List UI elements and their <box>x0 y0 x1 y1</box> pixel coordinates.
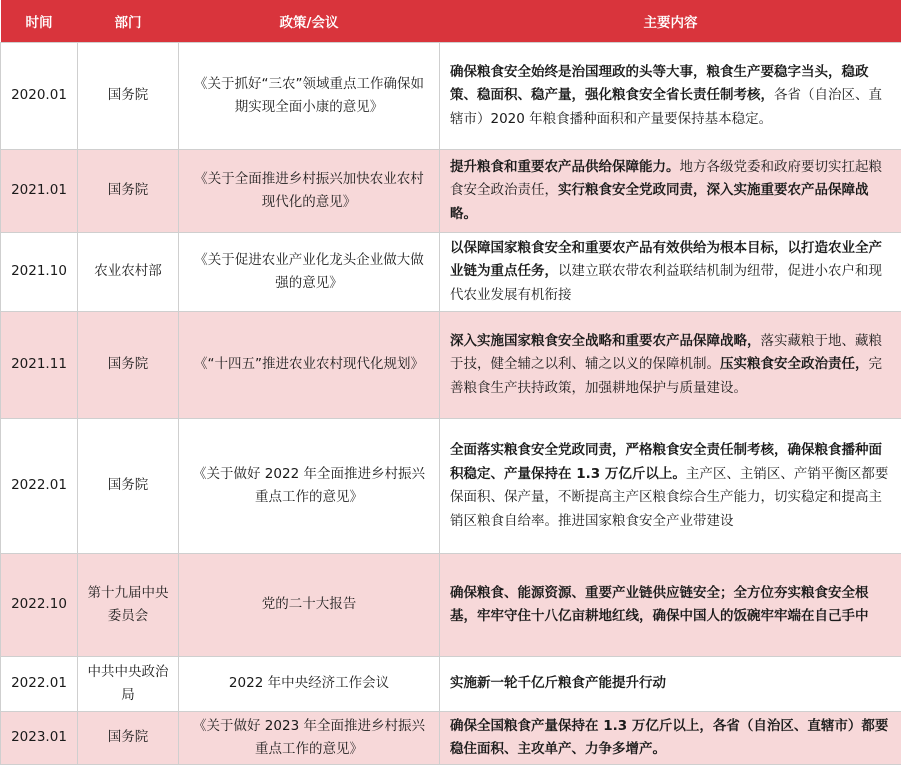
content-bold-text: 以保障国家粮食安全和重要农产品有效供给为根本目标，以打造农业全产业链为重点任务， <box>450 240 882 280</box>
time-cell: 2021.10 <box>1 233 78 312</box>
header-time: 时间 <box>1 0 78 43</box>
table-row <box>1 419 901 554</box>
table-row <box>1 554 901 657</box>
time-cell: 2021.11 <box>1 312 78 419</box>
policy-cell: 《“十四五”推进农业农村现代化规划》 <box>179 312 440 419</box>
dept-cell: 第十九届中央委员会 <box>78 554 179 657</box>
content-text: 地方各级党委和政府要切实扛起粮食安全政治责任， <box>450 159 882 199</box>
header-dept: 部门 <box>78 0 179 43</box>
dept-cell: 国务院 <box>78 419 179 554</box>
content-bold-text: 深入实施国家粮食安全战略和重要农产品保障战略， <box>450 333 761 349</box>
policy-cell: 《关于促进农业产业化龙头企业做大做强的意见》 <box>179 233 440 312</box>
time-cell: 2022.01 <box>1 419 78 554</box>
table-row <box>1 150 901 233</box>
header-row <box>1 0 901 43</box>
content-cell <box>440 419 901 554</box>
content-text: 落实藏粮于地、藏粮于技，健全辅之以利、辅之以义的保障机制。 <box>450 333 882 373</box>
time-cell: 2022.10 <box>1 554 78 657</box>
header-content: 主要内容 <box>440 0 901 43</box>
dept-cell: 中共中央政治局 <box>78 657 179 712</box>
content-cell <box>440 233 901 312</box>
table-header <box>1 0 901 43</box>
policy-cell: 党的二十大报告 <box>179 554 440 657</box>
table-row <box>1 712 901 765</box>
policy-cell: 《关于做好 2023 年全面推进乡村振兴重点工作的意见》 <box>179 712 440 765</box>
content-bold-text: 全面落实粮食安全党政同责，严格粮食安全责任制考核，确保粮食播种面积稳定、产量保持在 1.3 万亿斤以上。 <box>450 442 882 482</box>
content-cell <box>440 43 901 150</box>
content-text: 各省（自治区、直辖市）2020 年粮食播种面积和产量要保持基本稳定。 <box>450 87 882 127</box>
policy-cell: 《关于做好 2022 年全面推进乡村振兴重点工作的意见》 <box>179 419 440 554</box>
time-cell: 2020.01 <box>1 43 78 150</box>
content-cell <box>440 150 901 233</box>
content-text: 完善粮食生产扶持政策，加强耕地保护与质量建设。 <box>450 356 882 396</box>
content-bold-text: 实施新一轮千亿斤粮食产能提升行动 <box>450 675 666 691</box>
table-body <box>1 43 901 765</box>
content-text: 以建立联农带农利益联结机制为纽带，促进小农户和现代农业发展有机衔接 <box>450 263 882 303</box>
table-row <box>1 233 901 312</box>
dept-cell: 农业农村部 <box>78 233 179 312</box>
content-cell <box>440 312 901 419</box>
dept-cell: 国务院 <box>78 712 179 765</box>
time-cell: 2023.01 <box>1 712 78 765</box>
content-bold-text: 提升粮食和重要农产品供给保障能力。 <box>450 159 680 175</box>
time-cell: 2022.01 <box>1 657 78 712</box>
policy-cell: 《关于全面推进乡村振兴加快农业农村现代化的意见》 <box>179 150 440 233</box>
content-bold-text: 压实粮食安全政治责任， <box>720 356 869 372</box>
dept-cell: 国务院 <box>78 43 179 150</box>
content-bold-text: 确保粮食安全始终是治国理政的头等大事，粮食生产要稳字当头，稳政策、稳面积、稳产量，强化粮食安全省长责任制考核， <box>450 64 869 104</box>
dept-cell: 国务院 <box>78 150 179 233</box>
time-cell: 2021.01 <box>1 150 78 233</box>
table-row <box>1 43 901 150</box>
content-cell <box>440 554 901 657</box>
content-text: 主产区、主销区、产销平衡区都要保面积、保产量，不断提高主产区粮食综合生产能力，切实稳定和提高主销区粮食自给率。推进国家粮食安全产业带建设 <box>450 466 888 529</box>
content-bold-text: 确保粮食、能源资源、重要产业链供应链安全；全方位夯实粮食安全根基，牢牢守住十八亿亩耕地红线，确保中国人的饭碗牢牢端在自己手中 <box>450 585 869 625</box>
policy-cell: 《关于抓好“三农”领域重点工作确保如期实现全面小康的意见》 <box>179 43 440 150</box>
content-cell <box>440 712 901 765</box>
content-cell <box>440 657 901 712</box>
header-policy: 政策/会议 <box>179 0 440 43</box>
table-row <box>1 657 901 712</box>
content-bold-text: 确保全国粮食产量保持在 1.3 万亿斤以上，各省（自治区、直辖市）都要稳住面积、主攻单产、力争多增产。 <box>450 718 888 758</box>
dept-cell: 国务院 <box>78 312 179 419</box>
policy-cell: 2022 年中央经济工作会议 <box>179 657 440 712</box>
content-bold-text: 实行粮食安全党政同责，深入实施重要农产品保障战略。 <box>450 182 869 222</box>
table-row <box>1 312 901 419</box>
